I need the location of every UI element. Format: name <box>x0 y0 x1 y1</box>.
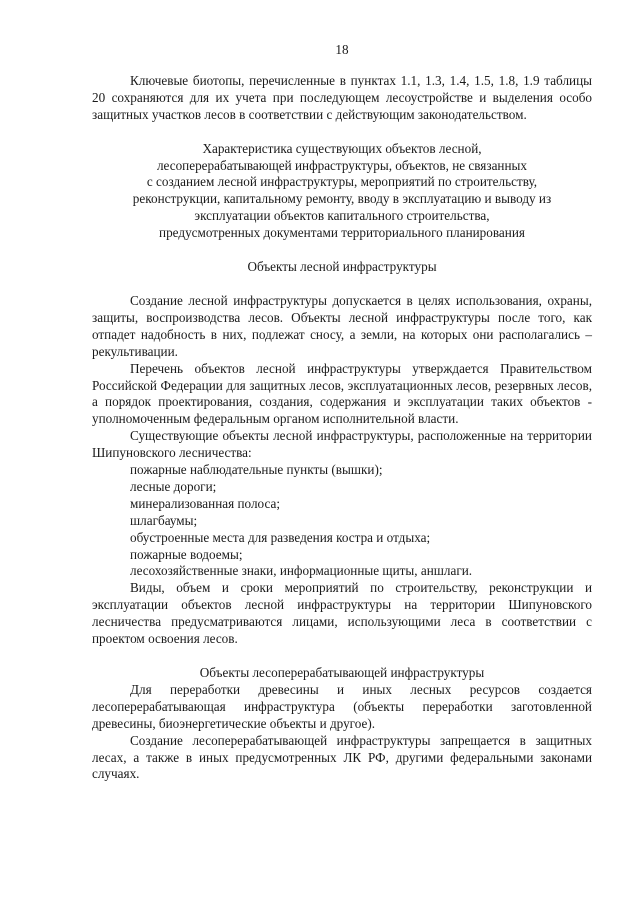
infrastructure-list <box>92 462 592 580</box>
paragraph: Виды, объем и сроки мероприятий по строительству, реконструкции и эксплуатации объектов лесной инфраструктуры на территории Шипуновского лесничества предусматриваются лицами, использующими леса в соответствии с проектом освоения лесов. <box>92 580 592 647</box>
list-item: обустроенные места для разведения костра и отдыха; <box>130 529 431 545</box>
list-item: лесные дороги; <box>130 478 217 494</box>
list-item: лесохозяйственные знаки, информационные щиты, аншлаги. <box>130 563 473 579</box>
heading-line: Характеристика существующих объектов лесной, <box>202 140 482 156</box>
paragraph: Для переработки древесины и иных лесных ресурсов создается лесоперерабатывающая инфраструктура (объекты переработки заготовленной древесины, биоэнергетические объекты и другое). <box>92 681 592 731</box>
page-number: 18 <box>335 42 349 57</box>
list-item: пожарные водоемы; <box>130 546 243 562</box>
intro-paragraph: Ключевые биотопы, перечисленные в пунктах 1.1, 1.3, 1.4, 1.5, 1.8, 1.9 таблицы 20 сохраняются для их учета при последующем лесоустройстве и выделения особо защитных участков лесов в соответствии с действующим законодательством. <box>92 72 592 122</box>
list-item: минерализованная полоса; <box>130 495 280 511</box>
paragraph: Создание лесной инфраструктуры допускается в целях использования, охраны, защиты, воспроизводства лесов. Объекты лесной инфраструктуры после того, как отпадет надобность в них, подлежат сносу, а земли, на которых они располагались – рекультивации. <box>92 292 592 359</box>
heading-line: с созданием лесной инфраструктуры, мероприятий по строительству, <box>146 174 538 190</box>
paragraph: Перечень объектов лесной инфраструктуры утверждается Правительством Российской Федерации для защитных лесов, эксплуатационных лесов, резервных лесов, а порядок проектирования, создания, содержания и эксплуатации таких объектов - уполномоченным федеральным органом исполнительной власти. <box>92 360 592 427</box>
list-item: шлагбаумы; <box>130 512 198 528</box>
heading-line: эксплуатации объектов капитального строительства, <box>194 208 490 224</box>
paragraph: Существующие объекты лесной инфраструктуры, расположенные на территории Шипуновского лесничества: <box>92 428 592 461</box>
heading-line: реконструкции, капитальному ремонту, вводу в эксплуатацию и выводу из <box>132 191 552 207</box>
paragraph: Создание лесоперерабатывающей инфраструктуры запрещается в защитных лесах, а также в иных предусмотренных ЛК РФ, другими федеральными законами случаях. <box>92 732 592 782</box>
list-item: пожарные наблюдательные пункты (вышки); <box>130 462 383 478</box>
subsection-title-forest-infrastructure: Объекты лесной инфраструктуры <box>247 259 437 275</box>
heading-line: предусмотренных документами территориального планирования <box>159 225 525 241</box>
section-heading <box>92 141 592 242</box>
subsection-title-processing-infrastructure: Объекты лесоперерабатывающей инфраструктуры <box>199 665 485 680</box>
heading-line: лесоперерабатывающей инфраструктуры, объектов, не связанных <box>156 157 528 173</box>
